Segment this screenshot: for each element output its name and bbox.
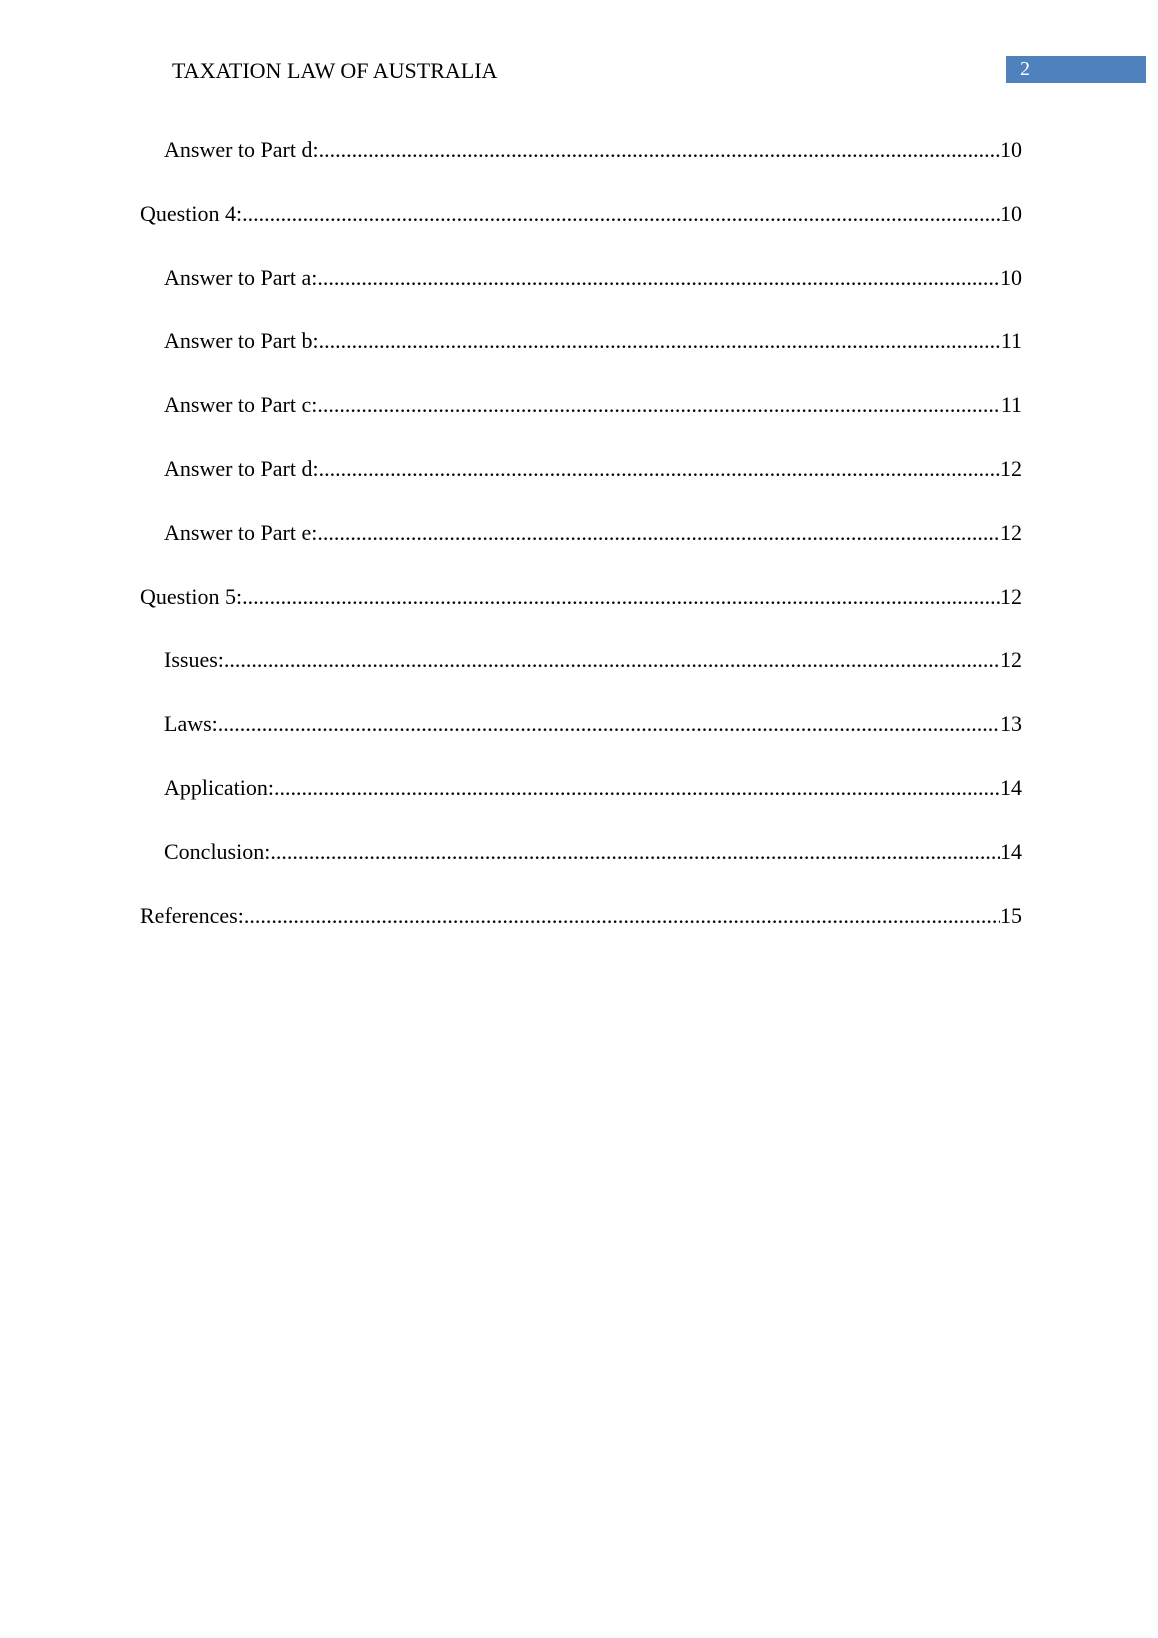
toc-dot-leader bbox=[274, 773, 1000, 803]
toc-dot-leader bbox=[242, 582, 1000, 612]
toc-entry-question-5[interactable] bbox=[140, 582, 1022, 646]
toc-entry-label: Question 4: bbox=[140, 200, 243, 226]
toc-entry-label: Conclusion: bbox=[164, 838, 271, 864]
toc-entry-page: 12 bbox=[1000, 519, 1022, 545]
toc-entry-page: 12 bbox=[1000, 583, 1022, 609]
page-number: 2 bbox=[1020, 58, 1030, 80]
toc-entry-page: 14 bbox=[1000, 838, 1022, 864]
toc-entry-label: References: bbox=[140, 902, 244, 928]
toc-entry-laws[interactable] bbox=[140, 709, 1022, 773]
toc-dot-leader bbox=[317, 390, 1000, 420]
toc-entry-page: 11 bbox=[1000, 392, 1022, 418]
toc-entry-label: Answer to Part d: bbox=[164, 455, 319, 481]
toc-entry-label: Laws: bbox=[164, 711, 218, 737]
page-number-badge bbox=[1006, 56, 1146, 83]
toc-entry-label: Answer to Part c: bbox=[164, 392, 318, 418]
toc-dot-leader bbox=[319, 135, 1000, 165]
toc-dot-leader bbox=[242, 199, 1000, 229]
table-of-contents bbox=[140, 135, 1022, 964]
toc-dot-leader bbox=[317, 518, 1000, 548]
toc-entry-page: 10 bbox=[1000, 200, 1022, 226]
toc-entry-answer-part-e[interactable] bbox=[140, 518, 1022, 582]
toc-entry-page: 14 bbox=[1000, 774, 1022, 800]
toc-entry-label: Question 5: bbox=[140, 583, 243, 609]
toc-dot-leader bbox=[319, 454, 1000, 484]
toc-entry-page: 10 bbox=[1000, 137, 1022, 162]
toc-dot-leader bbox=[270, 837, 1000, 867]
toc-entry-answer-part-c[interactable] bbox=[140, 390, 1022, 454]
toc-entry-issues[interactable] bbox=[140, 645, 1022, 709]
toc-entry-label: Answer to Part d: bbox=[164, 137, 319, 162]
toc-dot-leader bbox=[218, 709, 1000, 739]
toc-entry-page: 11 bbox=[1000, 328, 1022, 354]
toc-entry-page: 15 bbox=[1000, 902, 1022, 928]
toc-entry-page: 13 bbox=[1000, 711, 1022, 737]
toc-dot-leader bbox=[317, 263, 1000, 293]
toc-dot-leader bbox=[319, 326, 1001, 356]
toc-entry-question-4[interactable] bbox=[140, 199, 1022, 263]
toc-entry-page: 12 bbox=[1000, 455, 1022, 481]
toc-entry-application[interactable] bbox=[140, 773, 1022, 837]
toc-entry-label: Answer to Part b: bbox=[164, 328, 319, 354]
toc-entry-answer-part-d-2[interactable] bbox=[140, 454, 1022, 518]
toc-entry-answer-part-d[interactable] bbox=[140, 135, 1022, 199]
toc-entry-page: 12 bbox=[1000, 647, 1022, 673]
toc-dot-leader bbox=[244, 901, 1000, 931]
toc-entry-label: Issues: bbox=[164, 647, 224, 673]
toc-entry-label: Application: bbox=[164, 774, 274, 800]
toc-entry-references[interactable] bbox=[140, 901, 1022, 965]
running-header-title: TAXATION LAW OF AUSTRALIA bbox=[172, 58, 498, 83]
toc-entry-conclusion[interactable] bbox=[140, 837, 1022, 901]
toc-entry-label: Answer to Part a: bbox=[164, 264, 318, 290]
toc-dot-leader bbox=[224, 645, 1000, 675]
toc-entry-answer-part-b[interactable] bbox=[140, 326, 1022, 390]
toc-entry-answer-part-a[interactable] bbox=[140, 263, 1022, 327]
toc-entry-page: 10 bbox=[1000, 264, 1022, 290]
toc-entry-label: Answer to Part e: bbox=[164, 519, 318, 545]
